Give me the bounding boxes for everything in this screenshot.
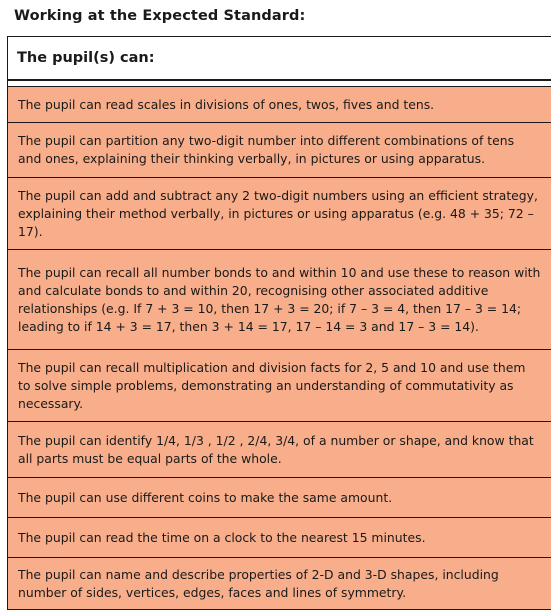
row-text: The pupil can identify 1/4, 1/3 , 1/2 , 2/4, 3/4, of a number or shape, and know that all parts must be equal parts of the whole.	[18, 432, 534, 466]
table-row	[8, 249, 551, 349]
table-row	[8, 122, 551, 177]
row-text: The pupil can name and describe properties of 2-D and 3-D shapes, including number of sides, vertices, edges, faces and lines of symmetry.	[18, 566, 499, 600]
row-text: The pupil can use different coins to make the same amount.	[18, 489, 393, 505]
table-row	[8, 349, 551, 421]
table-row	[8, 477, 551, 517]
table-row	[8, 177, 551, 249]
row-text: The pupil can add and subtract any 2 two-digit numbers using an efficient strategy, explaining their method verbally, in pictures or using apparatus (e.g. 48 + 35; 72 – 17).	[18, 187, 538, 239]
row-text: The pupil can partition any two-digit number into different combinations of tens and ones, explaining their thinking verbally, in pictures or using apparatus.	[18, 133, 515, 166]
table-row	[8, 86, 551, 122]
table-row	[8, 421, 551, 477]
row-text: The pupil can read the time on a clock to the nearest 15 minutes.	[18, 529, 426, 545]
table-row	[8, 557, 551, 609]
table-row	[8, 517, 551, 557]
row-text: The pupil can read scales in divisions of ones, twos, fives and tens.	[18, 96, 435, 112]
row-text: The pupil can recall multiplication and division facts for 2, 5 and 10 and use them to solve simple problems, demonstrating an understanding of commutativity as necessary.	[18, 359, 526, 411]
table-header: The pupil(s) can:	[8, 37, 551, 81]
criteria-table	[7, 36, 551, 610]
page-title: Working at the Expected Standard:	[14, 8, 306, 24]
row-text: The pupil can recall all number bonds to and within 10 and use these to reason with and calculate bonds to and within 20, recognising other associated additive relationships (e.g. If 7 + 3 = 10, then 17 + 3 = 20; if 7 – 3 = 4, then 17 – 3 = 14; leading to if 14 + 3 = 17, then 3 + 14 = 17, 17 – 14 = 3 and 17 – 3 = 14).	[18, 264, 541, 334]
